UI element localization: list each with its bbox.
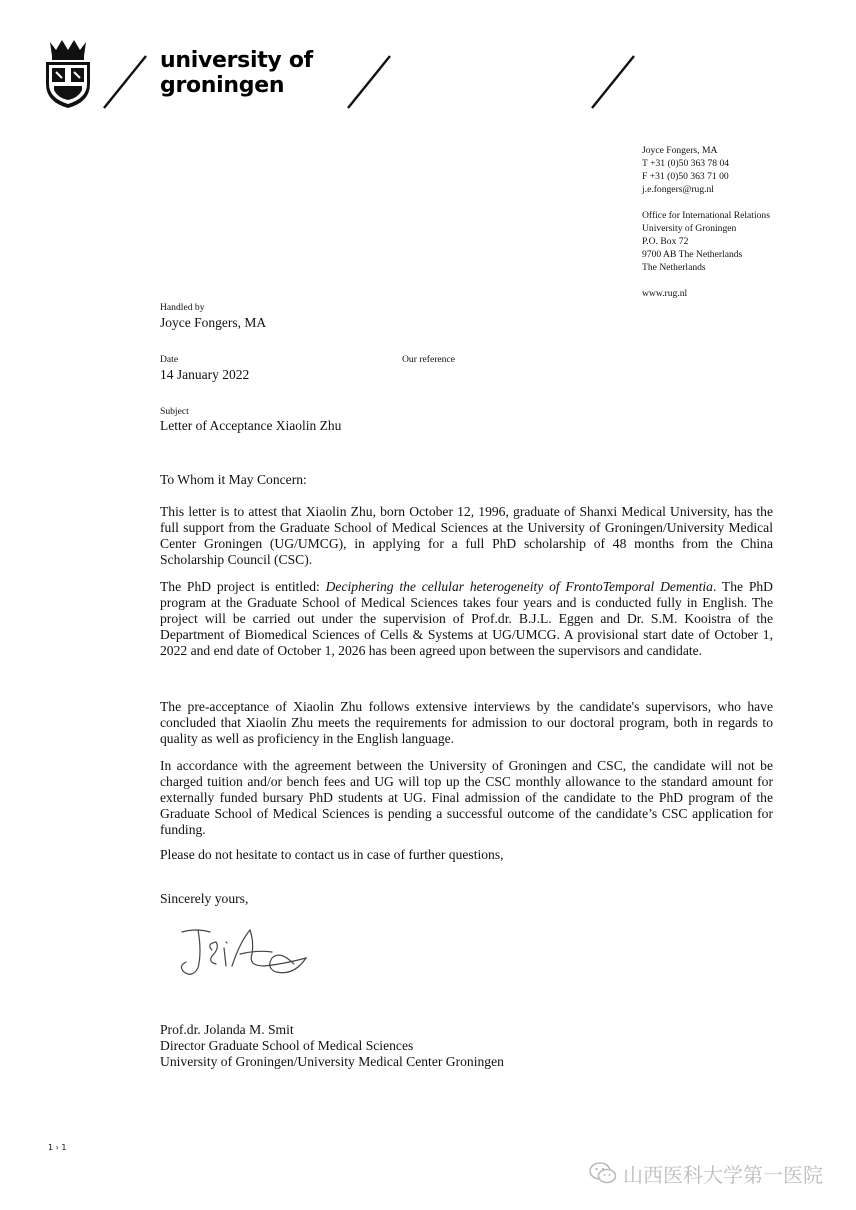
paragraph-2-text — [160, 579, 773, 659]
our-reference-label: Our reference — [402, 354, 455, 365]
sender-email: j.e.fongers@rug.nl — [642, 184, 714, 195]
handwritten-signature-icon — [176, 922, 312, 982]
wordmark-line-2: groningen — [160, 73, 285, 98]
wechat-watermark — [589, 1156, 823, 1190]
paragraph-3 — [160, 699, 773, 747]
handled-by-label: Handled by — [160, 302, 205, 313]
date-value: 14 January 2022 — [160, 367, 250, 382]
sender-office: Office for International Relations — [642, 210, 770, 221]
salutation-text: To Whom it May Concern: — [160, 472, 307, 487]
wechat-icon — [589, 1161, 617, 1185]
header-divider-slash-2 — [344, 54, 434, 110]
university-crest-icon — [44, 36, 92, 108]
sender-university: University of Groningen — [642, 223, 737, 234]
wordmark-line-1: university of — [160, 48, 313, 73]
salutation — [160, 472, 773, 488]
subject-value: Letter of Acceptance Xiaolin Zhu — [160, 418, 342, 433]
paragraph-5-text: Please do not hesitate to contact us in case of further questions, — [160, 847, 504, 862]
signatory-block — [160, 1022, 773, 1070]
paragraph-3-text: The pre-acceptance of Xiaolin Zhu follows extensive interviews by the candidate's supervisors, who have concluded that Xiaolin Zhu meets the requirements for admission to our doctoral program, both in regards to quality as well as proficiency in the English language. — [160, 699, 773, 746]
sender-name: Joyce Fongers, MA — [642, 145, 718, 156]
project-title: Deciphering the cellular heterogeneity of FrontoTemporal Dementia — [325, 579, 713, 594]
paragraph-5 — [160, 847, 773, 863]
sender-postcode: 9700 AB The Netherlands — [642, 249, 743, 260]
paragraph-2-rest: . The PhD program at the Graduate School of Medical Sciences takes four years and is conducted fully in English. The project will be carried out under the supervision of Prof.dr. B.J.L. Eggen and Dr. S.M. Kooistra of the Department of Biomedical Sciences of Cells & Systems at UG/UMCG. A provisional start date of October 1, 2022 and end date of October 1, 2026 has been agreed upon between the supervisors and candidate. — [160, 579, 773, 658]
sender-website: www.rug.nl — [642, 288, 688, 299]
paragraph-4-text: In accordance with the agreement between the University of Groningen and CSC, the candidate will not be charged tuition and/or bench fees and UG will top up the CSC monthly allowance to the standard amount for externally funded bursary PhD students at UG. Final admission of the candidate to the PhD program of the Graduate School of Medical Sciences is pending a successful outcome of the candidate’s CSC application for funding. — [160, 758, 773, 837]
sender-phone: T +31 (0)50 363 78 04 — [642, 158, 730, 169]
paragraph-2 — [160, 579, 773, 659]
handled-by-value: Joyce Fongers, MA — [160, 315, 267, 330]
paragraph-1 — [160, 504, 773, 568]
sender-country: The Netherlands — [642, 262, 706, 273]
sender-fax: F +31 (0)50 363 71 00 — [642, 171, 729, 182]
paragraph-1-text: This letter is to attest that Xiaolin Zhu, born October 12, 1996, graduate of Shanxi Medical University, has the full support from the Graduate School of Medical Sciences at the University of Groningen/University Medical Center Groningen (UG/UMCG), in applying for a full PhD scholarship of 48 months from the China Scholarship Council (CSC). — [160, 504, 773, 567]
closing — [160, 891, 773, 907]
watermark-text: 山西医科大学第一医院 — [623, 1162, 823, 1187]
closing-text: Sincerely yours, — [160, 891, 249, 906]
date-label: Date — [160, 354, 179, 365]
sender-address-block — [642, 144, 770, 300]
paragraph-4 — [160, 758, 773, 838]
header-divider-slash-3 — [588, 54, 678, 110]
subject-label: Subject — [160, 406, 189, 417]
paragraph-2-intro: The PhD project is entitled: — [160, 579, 326, 594]
signatory-title: Director Graduate School of Medical Sciences — [160, 1038, 414, 1053]
signatory-organization: University of Groningen/University Medical Center Groningen — [160, 1054, 504, 1069]
page-number: 1 › 1 — [48, 1143, 67, 1152]
signatory-name: Prof.dr. Jolanda M. Smit — [160, 1022, 294, 1037]
sender-po-box: P.O. Box 72 — [642, 236, 689, 247]
university-wordmark — [160, 48, 313, 98]
